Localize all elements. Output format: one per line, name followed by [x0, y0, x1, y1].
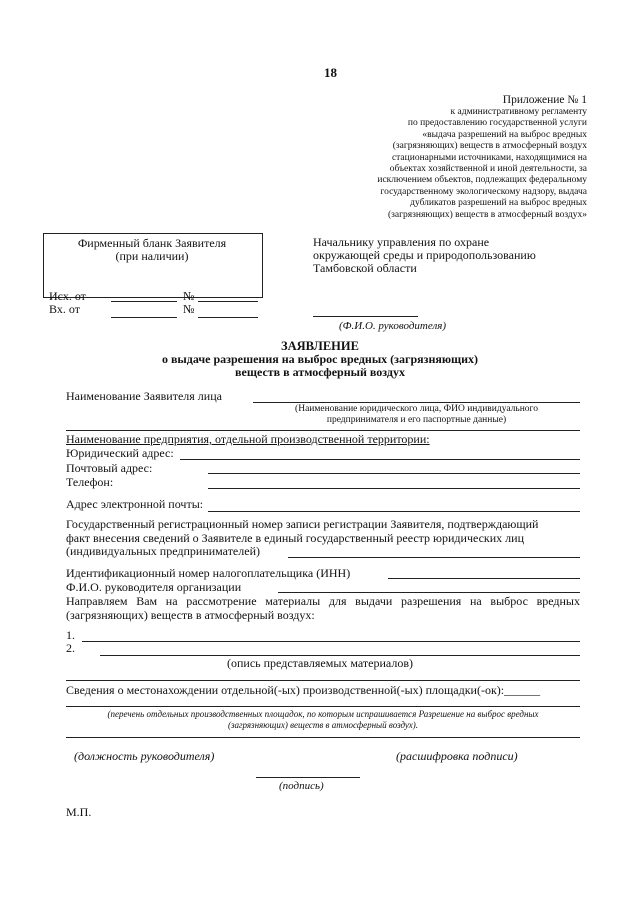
appendix-line: к административному регламенту	[450, 107, 587, 117]
inn-label: Идентификационный номер налогоплательщика (ИНН)	[66, 566, 351, 580]
letterhead-title: Фирменный бланк Заявителя	[77, 236, 227, 250]
location-hint: (перечень отдельных производственных площадок, по которым испрашивается Разрешение на выброс вредных	[107, 709, 539, 719]
location-label: Сведения о местонахождении отдельной(-ых) производственной(-ых) площадки(-ок):______	[66, 683, 541, 697]
applicant-name-field[interactable]	[253, 402, 580, 403]
materials-item-number: 2.	[66, 641, 75, 655]
appendix-line: исключением объектов, подлежащих федеральному	[377, 175, 587, 186]
stamp-label: М.П.	[66, 805, 92, 819]
registration-text: (индивидуальных предпринимателей)	[66, 544, 260, 558]
appendix-line: «выдача разрешений на выброс вредных	[422, 129, 587, 140]
inn-field[interactable]	[388, 578, 580, 579]
incoming-number-field[interactable]	[198, 317, 258, 318]
addressee-line: окружающей среды и природопользованию	[313, 248, 536, 262]
materials-text	[66, 595, 580, 622]
appendix-line: по предоставлению государственной услуги	[407, 118, 587, 129]
legal-address-label: Юридический адрес:	[66, 446, 174, 460]
email-field[interactable]	[208, 511, 580, 512]
outgoing-number-sign: №	[183, 289, 195, 303]
enterprise-label: Наименование предприятия, отдельной производственной территории:	[66, 432, 430, 446]
appendix-line: дубликатов разрешений на выброс вредных	[410, 198, 587, 209]
materials-line: Направляем Вам на рассмотрение материалы для выдачи разрешения на выброс вредных	[66, 594, 580, 608]
phone-label: Телефон:	[66, 475, 114, 489]
outgoing-date-field[interactable]	[111, 301, 177, 302]
materials-line: (загрязняющих) веществ в атмосферный воздух:	[66, 607, 315, 622]
postal-address-label: Почтовый адрес:	[66, 461, 153, 475]
materials-caption: (опись представляемых материалов)	[227, 656, 413, 670]
registration-number-field[interactable]	[288, 557, 580, 558]
appendix-line: (загрязняющих) веществ в атмосферный воздух	[392, 141, 587, 152]
materials-item-number: 1.	[66, 628, 75, 642]
location-hint: (загрязняющих) веществ в атмосферный воздух).	[227, 720, 419, 730]
materials-item-field[interactable]	[82, 641, 580, 642]
incoming-number-sign: №	[183, 302, 195, 316]
addressee-line: Тамбовской области	[313, 261, 417, 275]
position-caption: (должность руководителя)	[74, 749, 215, 763]
name-decode-caption: (расшифровка подписи)	[396, 749, 518, 763]
addressee-line: Начальнику управления по охране	[313, 235, 490, 249]
applicant-name-hint: предпринимателя и его паспортные данные)	[326, 415, 507, 425]
letterhead-note: (при наличии)	[115, 249, 189, 263]
page-number: 18	[324, 65, 337, 80]
appendix-line: стационарными источниками, находящимися на	[391, 152, 587, 163]
phone-field[interactable]	[208, 488, 580, 489]
director-field[interactable]	[278, 592, 580, 593]
registration-text: Государственный регистрационный номер записи регистрации Заявителя, подтверждающий	[66, 517, 539, 531]
applicant-name-hint: (Наименование юридического лица, ФИО индивидуального	[295, 404, 538, 414]
appendix-line: объектах хозяйственной и иной деятельности, за	[389, 164, 587, 175]
location-field[interactable]	[66, 706, 580, 707]
materials-extra-line[interactable]	[66, 680, 580, 681]
appendix-line: (загрязняющих) веществ в атмосферный воздух»	[388, 209, 587, 220]
registration-text: факт внесения сведений о Заявителе в единый государственный реестр юридических лиц	[66, 531, 525, 545]
legal-address-field[interactable]	[180, 459, 580, 460]
location-extra-line[interactable]	[66, 737, 580, 738]
email-label: Адрес электронной почты:	[66, 497, 204, 511]
document-title: ЗАЯВЛЕНИЕ	[281, 339, 359, 353]
director-label: Ф.И.О. руководителя организации	[66, 580, 242, 594]
document-subtitle: веществ в атмосферный воздух	[235, 365, 405, 379]
incoming-label: Вх. от	[49, 302, 80, 316]
applicant-name-label: Наименование Заявителя лица	[66, 389, 222, 403]
applicant-extra-line[interactable]	[66, 430, 580, 431]
incoming-date-field[interactable]	[111, 317, 177, 318]
signature-caption: (подпись)	[279, 780, 324, 792]
director-name-field[interactable]	[313, 316, 418, 317]
outgoing-number-field[interactable]	[198, 301, 258, 302]
document-subtitle: о выдаче разрешения на выброс вредных (загрязняющих)	[161, 352, 479, 366]
postal-address-field[interactable]	[208, 473, 580, 474]
appendix-line: государственному экологическому надзору, выдача	[380, 186, 587, 197]
appendix-block	[357, 94, 587, 221]
appendix-heading: Приложение № 1	[502, 94, 587, 106]
outgoing-label: Исх. от	[49, 289, 86, 303]
signature-field[interactable]	[256, 777, 360, 778]
director-name-caption: (Ф.И.О. руководителя)	[339, 320, 447, 332]
